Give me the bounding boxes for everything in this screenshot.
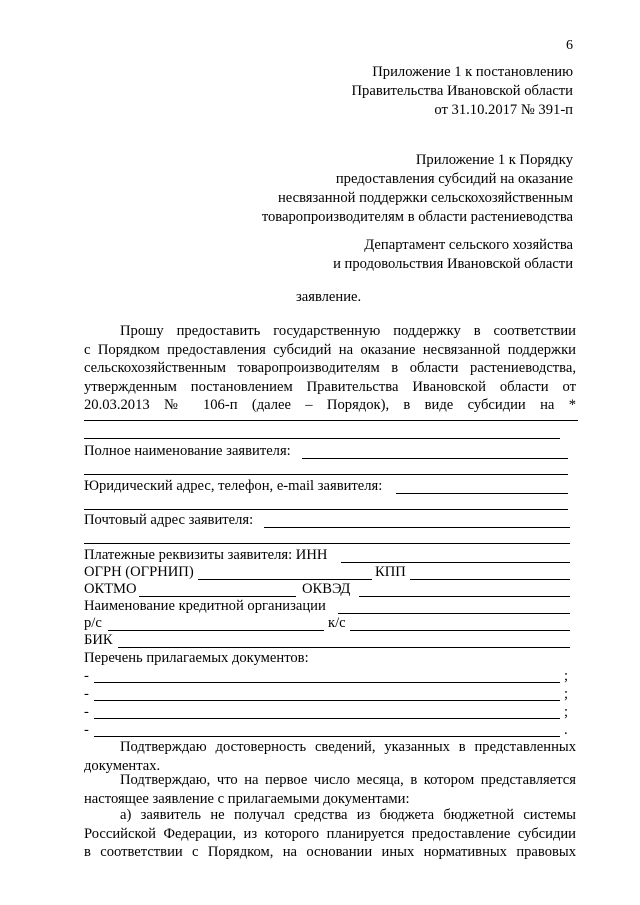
bik-label: БИК — [84, 632, 113, 648]
paragraph-line: Российской Федерации, из которого планируется предоставление субсидии — [84, 825, 576, 842]
credit-org-field[interactable] — [338, 613, 570, 614]
list-item-end: ; — [564, 704, 569, 720]
paragraph-line: документах. — [84, 757, 161, 774]
subsidy-purpose-line[interactable] — [84, 420, 578, 421]
page-number: 6 — [566, 38, 573, 53]
legal-address-label: Юридический адрес, телефон, e-mail заявителя: — [84, 478, 383, 494]
subsidy-purpose-line[interactable] — [84, 438, 560, 439]
list-item-end: ; — [564, 668, 569, 684]
legal-address-field[interactable] — [396, 493, 568, 494]
addressee-line: и продовольствия Ивановской области — [333, 256, 573, 272]
paragraph-line: сельскохозяйственным товаропроизводителям в области растениеводства, — [84, 360, 576, 377]
postal-address-label: Почтовый адрес заявителя: — [84, 512, 254, 528]
list-dash: - — [84, 686, 89, 702]
document-title: заявление. — [296, 289, 362, 305]
okved-label: ОКВЭД — [302, 581, 351, 597]
list-dash: - — [84, 722, 89, 738]
credit-org-label: Наименование кредитной организации — [84, 598, 326, 614]
paragraph-line: утвержденным постановлением Правительства Ивановской области от — [84, 378, 576, 395]
ks-label: к/с — [328, 615, 346, 631]
header-line: товаропроизводителям в области растениеводства — [261, 209, 573, 225]
ks-field[interactable] — [350, 630, 570, 631]
paragraph-line: с Порядком предоставления субсидий на оказание несвязанной поддержки — [84, 341, 576, 358]
oktmo-label: ОКТМО — [84, 581, 137, 597]
kpp-field[interactable] — [410, 579, 570, 580]
list-dash: - — [84, 668, 89, 684]
list-dash: - — [84, 704, 89, 720]
paragraph-line: Прошу предоставить государственную поддержку в соответствии — [120, 323, 576, 339]
payment-details-label: Платежные реквизиты заявителя: ИНН — [84, 547, 328, 563]
inn-field[interactable] — [341, 562, 570, 563]
okved-field[interactable] — [359, 596, 570, 597]
postal-address-field-continuation[interactable] — [84, 543, 570, 544]
addressee-line: Департамент сельского хозяйства — [364, 237, 573, 253]
paragraph-line: в соответствии с Порядком, на основании иных нормативных правовых — [84, 844, 576, 861]
full-name-field-continuation[interactable] — [84, 474, 568, 475]
full-name-label: Полное наименование заявителя: — [84, 443, 291, 459]
list-item-end: . — [564, 722, 568, 738]
header-line: Приложение 1 к постановлению — [372, 64, 573, 80]
confirm-first-day-paragraph — [84, 771, 576, 808]
paragraph-line: а) заявитель не получал средства из бюджета бюджетной системы — [120, 807, 576, 823]
kpp-label: КПП — [375, 564, 406, 580]
list-item-end: ; — [564, 686, 569, 702]
clause-a-paragraph — [84, 806, 576, 862]
ogrn-label: ОГРН (ОГРНИП) — [84, 564, 194, 580]
header-line: предоставления субсидий на оказание — [335, 171, 573, 187]
document-item-field[interactable] — [94, 682, 560, 683]
header-line: Приложение 1 к Порядку — [415, 152, 573, 168]
header-line: несвязанной поддержки сельскохозяйственным — [277, 190, 573, 206]
rs-field[interactable] — [108, 630, 324, 631]
bik-field[interactable] — [118, 647, 570, 648]
paragraph-line: настоящее заявление с прилагаемыми документами: — [84, 790, 410, 807]
confirm-accuracy-paragraph — [84, 738, 576, 775]
oktmo-field[interactable] — [139, 596, 296, 597]
paragraph-line: 20.03.2013 № 106-п (далее – Порядок), в виде субсидии на * — [84, 397, 576, 414]
rs-label: р/с — [84, 615, 102, 631]
postal-address-field[interactable] — [264, 527, 570, 528]
paragraph-line: Подтверждаю, что на первое число месяца, в котором представляется — [120, 772, 576, 788]
document-item-field[interactable] — [94, 736, 560, 737]
header-line: Правительства Ивановской области — [351, 83, 573, 99]
document-item-field[interactable] — [94, 700, 560, 701]
paragraph-line: Подтверждаю достоверность сведений, указанных в представленных — [120, 739, 576, 755]
documents-label: Перечень прилагаемых документов: — [84, 650, 309, 666]
ogrn-field[interactable] — [198, 579, 372, 580]
legal-address-field-continuation[interactable] — [84, 509, 568, 510]
full-name-field[interactable] — [302, 458, 568, 459]
document-item-field[interactable] — [94, 718, 560, 719]
header-line: от 31.10.2017 № 391-п — [434, 102, 573, 118]
